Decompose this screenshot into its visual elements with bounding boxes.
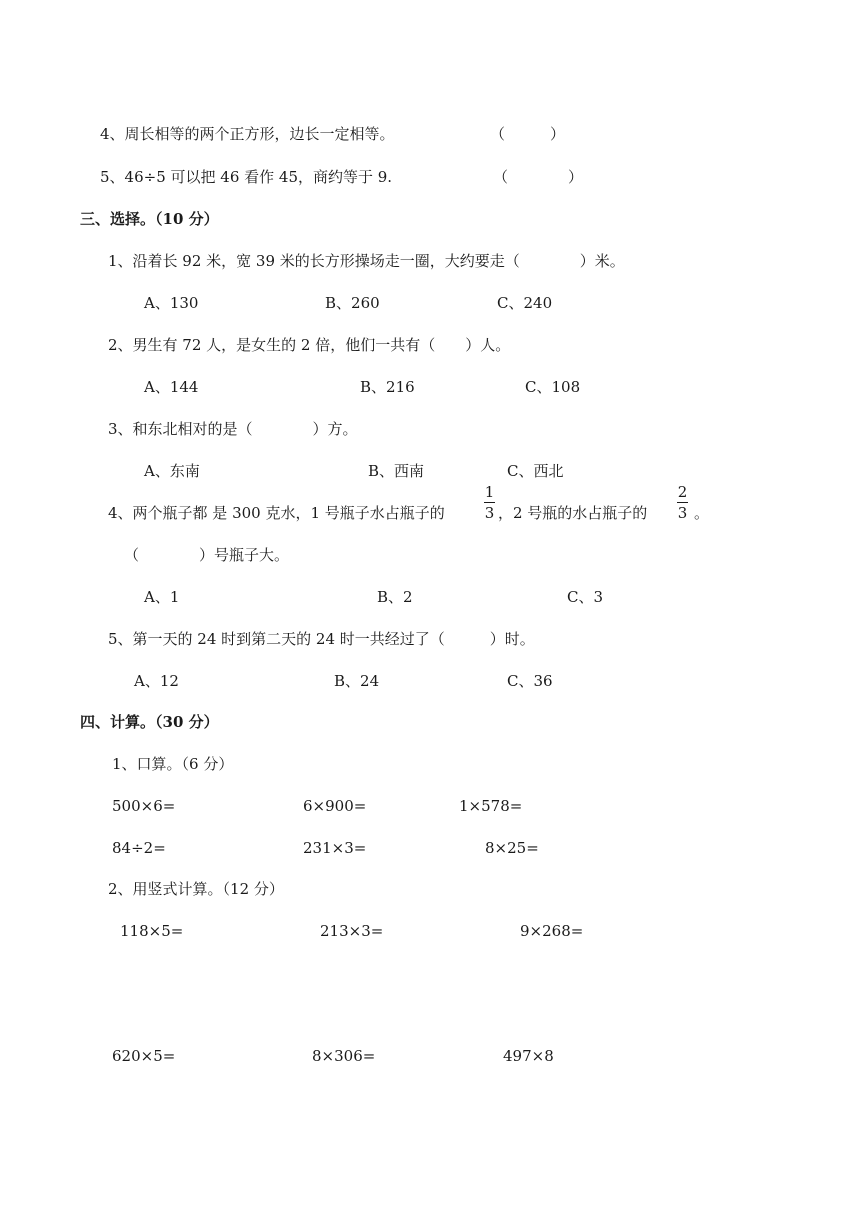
fraction-one-third [484, 484, 495, 521]
option-a[interactable]: A、130 [144, 294, 199, 312]
answer-blank[interactable]: （ ） [493, 168, 584, 186]
question-4-line2: （ ）号瓶子大。 [124, 546, 290, 564]
denominator: 3 [677, 504, 688, 522]
option-a[interactable]: A、东南 [144, 462, 200, 480]
numerator: 1 [484, 483, 495, 501]
question-3: 3、和东北相对的是（ ）方。 [108, 420, 358, 438]
judge-item-5: 5、46÷5 可以把 46 看作 45，商约等于 9. [100, 168, 393, 186]
option-a[interactable]: A、12 [134, 672, 179, 690]
oral-problem: 500×6= [112, 797, 176, 815]
option-b[interactable]: B、216 [360, 378, 415, 396]
vertical-problem: 8×306= [312, 1047, 376, 1065]
option-c[interactable]: C、3 [567, 588, 604, 606]
oral-problem: 84÷2= [112, 839, 166, 857]
vertical-problem: 9×268= [520, 922, 584, 940]
numerator: 2 [677, 483, 688, 501]
question-2: 2、男生有 72 人，是女生的 2 倍，他们一共有（ ）人。 [108, 336, 511, 354]
subsection-label: 2、用竖式计算。（12 分） [108, 880, 284, 898]
fraction-bar [484, 502, 495, 503]
question-4-end: 。 [694, 504, 710, 522]
question-5: 5、第一天的 24 时到第二天的 24 时一共经过了（ ）时。 [108, 630, 535, 648]
option-b[interactable]: B、西南 [368, 462, 425, 480]
option-c[interactable]: C、108 [525, 378, 581, 396]
option-c[interactable]: C、36 [507, 672, 553, 690]
denominator: 3 [484, 504, 495, 522]
section-heading: 四、计算。（30 分） [80, 713, 219, 731]
vertical-problem: 620×5= [112, 1047, 176, 1065]
option-b[interactable]: B、2 [377, 588, 413, 606]
question-4-middle: ，2 号瓶的水占瓶子的 [498, 504, 648, 522]
option-c[interactable]: C、西北 [507, 462, 564, 480]
oral-problem: 6×900= [303, 797, 367, 815]
vertical-problem: 118×5= [120, 922, 184, 940]
option-a[interactable]: A、144 [144, 378, 199, 396]
option-b[interactable]: B、260 [325, 294, 380, 312]
oral-problem: 231×3= [303, 839, 367, 857]
judge-item-4: 4、周长相等的两个正方形，边长一定相等。 [100, 125, 395, 143]
option-a[interactable]: A、1 [144, 588, 180, 606]
vertical-problem: 213×3= [320, 922, 384, 940]
fraction-bar [677, 502, 688, 503]
subsection-label: 1、口算。（6 分） [112, 755, 234, 773]
option-b[interactable]: B、24 [334, 672, 380, 690]
oral-problem: 1×578= [459, 797, 523, 815]
answer-blank[interactable]: （ ） [490, 125, 566, 143]
question-1: 1、沿着长 92 米，宽 39 米的长方形操场走一圈，大约要走（ ）米。 [108, 252, 625, 270]
oral-problem: 8×25= [485, 839, 539, 857]
option-c[interactable]: C、240 [497, 294, 553, 312]
question-4: 4、两个瓶子都 是 300 克水，1 号瓶子水占瓶子的 [108, 504, 445, 522]
fraction-two-thirds [677, 484, 688, 521]
vertical-problem: 497×8 [503, 1047, 554, 1065]
section-heading: 三、选择。（10 分） [80, 210, 219, 228]
